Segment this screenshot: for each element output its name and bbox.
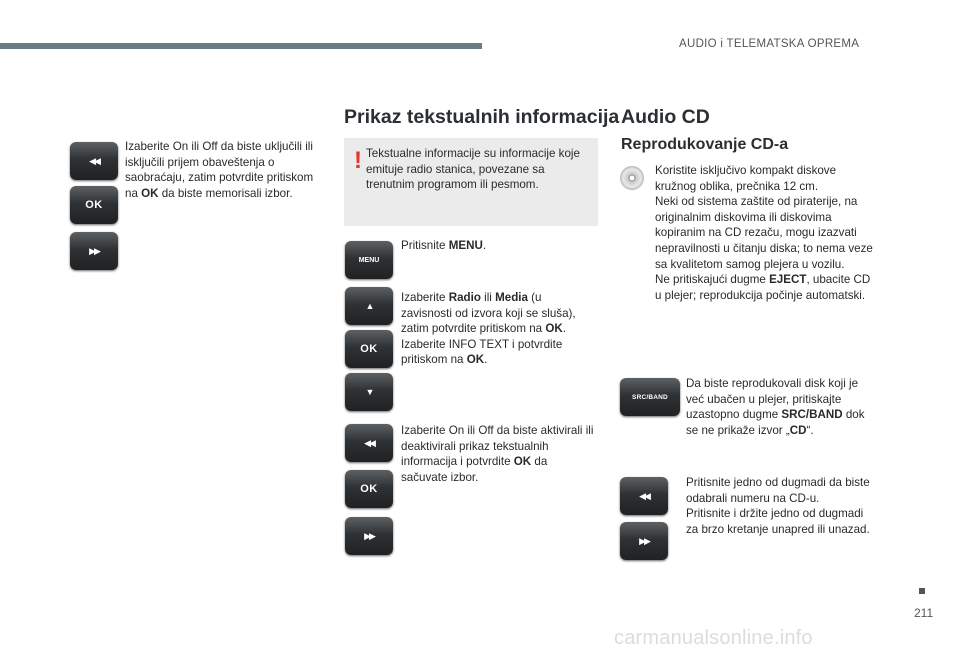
src-band-label: SRC/BAND [632, 393, 668, 401]
ok-label: OK [360, 483, 378, 495]
menu-label: MENU [358, 256, 380, 264]
ok-button[interactable] [70, 186, 118, 224]
rewind-icon: ◀◀ [364, 437, 374, 448]
step-select-source-text: Izaberite Radio ili Media (u zavisnosti od izvora koji se sluša), zatim potvrdite pritiskom na OK. Izaberite INFO TEXT i potvrdite pritiskom na OK. [401, 291, 576, 367]
subsection-title-cd-playback: Reprodukovanje CD-a [621, 136, 789, 153]
watermark-footer: carmanualsonline.info [614, 627, 813, 649]
warning-icon: ! [354, 147, 362, 174]
up-button[interactable] [345, 287, 393, 325]
page-marker [919, 588, 925, 594]
track-select-text: Pritisnite jedno od dugmadi da biste odabrali numeru na CD-u. Pritisnite i držite jedno od dugmadi za brzo kretanje unapred ili unazad. [686, 476, 870, 536]
header-bar [0, 43, 482, 49]
section-title-audio-cd: Audio CD [621, 106, 710, 128]
fast-forward-icon: ▶▶ [89, 245, 99, 256]
step-menu-text: Pritisnite MENU. [401, 239, 487, 252]
cd-disc-icon [620, 166, 644, 190]
previous-button[interactable] [345, 424, 393, 462]
rewind-icon: ◀◀ [639, 490, 649, 501]
ok-button[interactable] [345, 470, 393, 508]
ok-button[interactable] [345, 330, 393, 368]
ok-label: OK [360, 343, 378, 355]
page-number: 211 [914, 606, 934, 620]
next-button[interactable] [345, 517, 393, 555]
next-button[interactable] [70, 232, 118, 270]
traffic-info-text: Izaberite On ili Off da biste uključili ili isključili prijem obaveštenja o saobraćaju, zatim potvrdite pritiskom na OK da biste memorisali izbor. [125, 140, 314, 200]
arrow-up-icon: ▲ [365, 301, 373, 311]
src-band-button[interactable] [620, 378, 680, 416]
previous-track-button[interactable] [620, 477, 668, 515]
menu-button[interactable] [345, 241, 393, 279]
down-button[interactable] [345, 373, 393, 411]
note-text: Tekstualne informacije su informacije koje emituje radio stanica, povezane sa trenutnim programom ili pesmom. [366, 147, 580, 192]
step-toggle-text: Izaberite On ili Off da biste aktivirali ili deaktivirali prikaz tekstualnih informacija i potvrdite OK da sačuvate izbor. [401, 424, 594, 484]
previous-button[interactable] [70, 142, 118, 180]
cd-usage-text: Koristite isključivo kompakt diskove kružnog oblika, prečnika 12 cm. Neki od sistema zaštite od piraterije, na originalnim diskovima ili diskovima kopiranim na CD rezaču, mogu izazvati nepravilnosti u čitanju diska; to nema veze sa kvalitetom samog plejera u vozilu. Ne pritiskajući dugme EJECT, ubacite CD u plejer; reprodukcija počinje automatski. [655, 164, 873, 302]
fast-forward-icon: ▶▶ [639, 535, 649, 546]
next-track-button[interactable] [620, 522, 668, 560]
section-title-text-info: Prikaz tekstualnih informacija [344, 106, 620, 128]
ok-label: OK [85, 199, 103, 211]
chapter-title: AUDIO i TELEMATSKA OPREMA [679, 38, 860, 50]
src-band-text: Da biste reprodukovali disk koji je već ubačen u plejer, pritiskajte uzastopno dugme SRC/BAND dok se ne prikaže izvor „CD“. [686, 377, 865, 437]
fast-forward-icon: ▶▶ [364, 530, 374, 541]
arrow-down-icon: ▼ [365, 387, 373, 397]
rewind-icon: ◀◀ [89, 155, 99, 166]
